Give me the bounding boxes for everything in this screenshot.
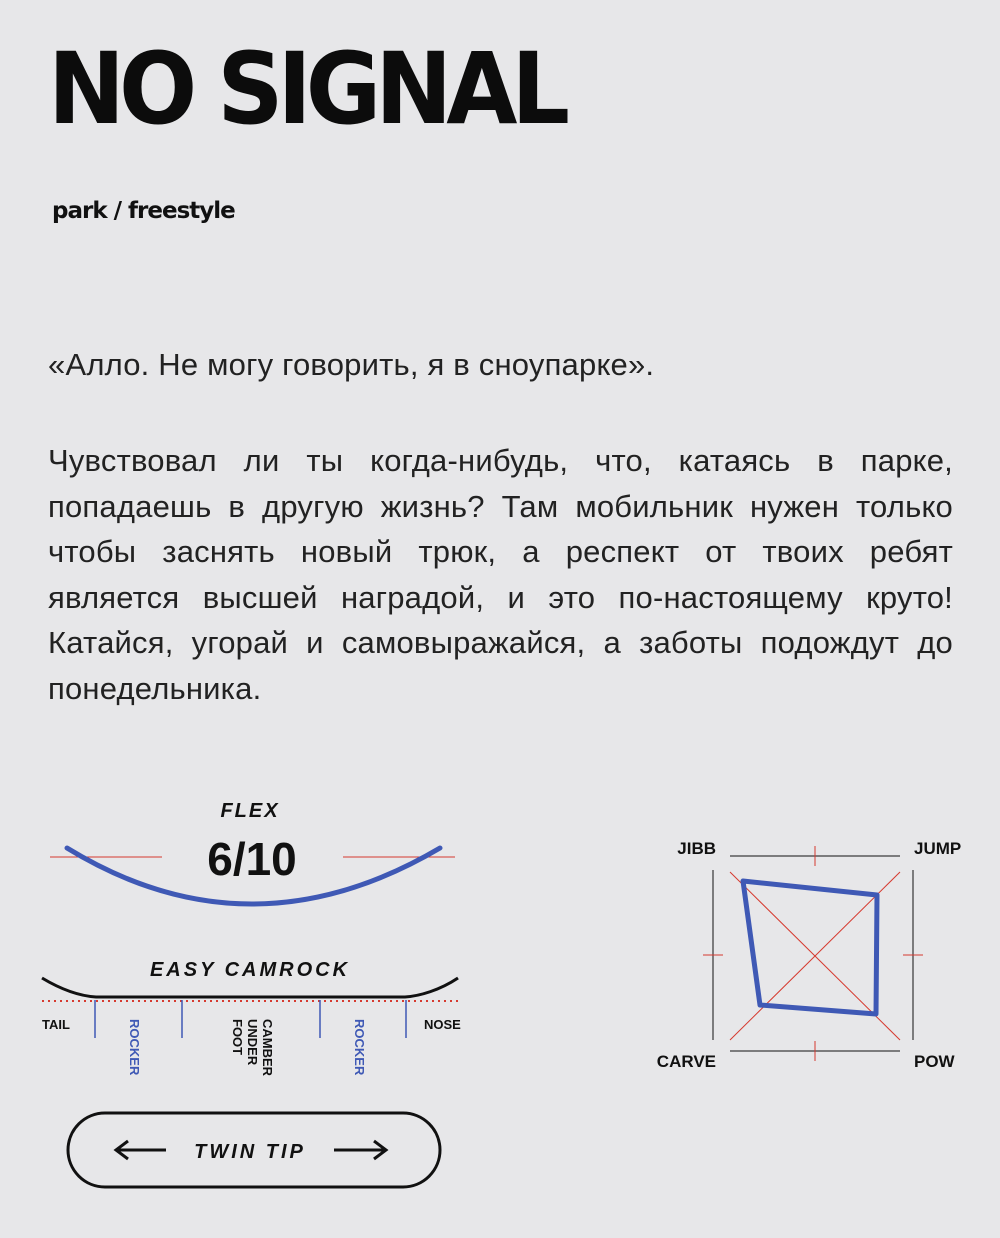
radar-label-carve: CARVE	[656, 1052, 716, 1071]
flex-label: FLEX	[220, 800, 280, 822]
camber-label-line-1: CAMBER	[260, 1019, 275, 1077]
flex-value: 6/10	[207, 833, 297, 885]
shape-diagram	[68, 1113, 440, 1187]
tail-label: TAIL	[42, 1017, 70, 1032]
radar-profile-shape	[743, 881, 877, 1014]
camber-label-line-2: UNDER	[245, 1019, 260, 1066]
description-text: Чувствовал ли ты когда-нибудь, что, катаясь в парке, попадаешь в другую жизнь? Там мобильник нужен только чтобы заснять новый трюк, а респект от твоих ребят является высшей наградой, и это по-настоящему круто! Катайся, угорай и самовыражайся, а заботы подождут до понедельника.	[48, 443, 953, 706]
shape-label: TWIN TIP	[194, 1141, 306, 1163]
riding-style-radar	[657, 839, 961, 1071]
quote-text: «Алло. Не могу говорить, я в сноупарке».	[48, 347, 655, 382]
flex-indicator	[50, 800, 455, 904]
rocker-right-label: ROCKER	[352, 1019, 367, 1076]
radar-label-jump: JUMP	[914, 839, 962, 858]
rocker-left-label: ROCKER	[127, 1019, 142, 1076]
board-title: NO SIGNAL	[48, 31, 565, 147]
camber-label-line-3: FOOT	[230, 1019, 245, 1056]
radar-label-jibb: JIBB	[677, 839, 716, 858]
profile-diagram	[42, 959, 461, 1077]
profile-name: EASY CAMROCK	[149, 959, 351, 981]
board-category: park / freestyle	[52, 198, 235, 224]
radar-label-pow: POW	[914, 1052, 955, 1071]
nose-label: NOSE	[424, 1017, 461, 1032]
